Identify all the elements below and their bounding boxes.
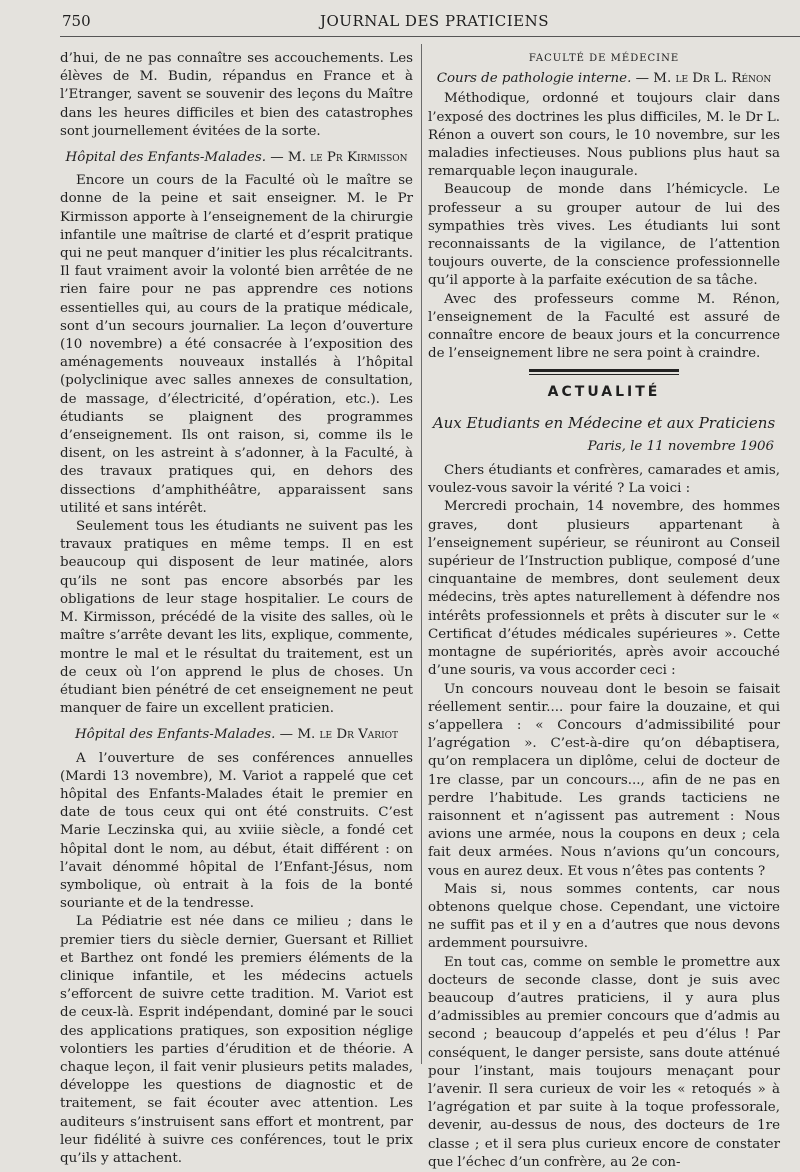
heading-variot [60,726,413,744]
paragraph-actualite-2: Mercredi prochain, 14 novembre, des hommes graves, dont plusieurs appartenant à l’enseignement supérieur, se réuniront au Conseil supérieur de l’Instruction publique, composé d’une cinquantaine de membres, dont seulement deux médecins, très aptes naturellement à défendre nos intérêts professionnels et prêts à discuter sur le « Certificat d’études médicales supérieures ». Cette montagne de supériorités, après avoir accouché d’une souris, va vous accorder ceci : [428,499,780,679]
article-title: Aux Etudiants en Médecine et aux Praticiens [432,413,776,432]
paragraph-budin-end: d’hui, de ne pas connaître ses accouchements. Les élèves de M. Budin, répandus en France et à l’Etranger, savent se souvenir des leçons du Maître dans les heures difficiles et bien des catastrophes sont journellement évitées de la sorte. [60,51,413,139]
left-column [60,50,413,1168]
paragraph-actualite-4: Mais si, nous sommes contents, car nous obtenons quelque chose. Cependant, une victoire ne suffit pas et il y en a d’autres que nous devons ardemment poursuivre. [428,881,780,952]
header-rule [60,36,800,37]
column-divider [421,44,422,1064]
right-column [428,50,780,1172]
paragraph-variot-2: La Pédiatrie est née dans ce milieu ; dans le premier tiers du siècle dernier, Guersant et Rilliet et Barthez ont fondé les premiers éléments de la clinique infantile, et les médecins actuels s’efforcent de suivre cette tradition. M. Variot est de ceux-là. Esprit indépendant, dominé par le souci des applications pratiques, son exposition néglige volontiers les parties d’érudition et de théorie. A chaque leçon, il fait venir plusieurs petits malades, développe les questions de diagnostic et de traitement, se fait écouter avec attention. Les auditeurs s’instruisent sans effort et montrent, par leur fidélité à suivre ces conférences, tout le prix qu’ils y attachent. [60,914,413,1166]
paragraph-actualite-5: En tout cas, comme on semble le promettre aux docteurs de seconde classe, dont je suis avec beaucoup d’autres praticiens, il y aura plus d’admissibles au premier concours que d’admis au second ; beaucoup d’appelés et peu d’élus ! Par conséquent, le danger persiste, sans doute atténué pour l’instant, mais toujours menaçant pour l’avenir. Il sera curieux de voir les « retoqués » à l’agrégation et par suite à la toque professorale, devenir, au-dessus de nous, des docteurs de 1re classe ; et il sera plus curieux encore de constater que l’échec d’un confrère, au 2e con- [428,954,780,1170]
paragraph-renon-3: Avec des professeurs comme M. Rénon, l’enseignement de la Faculté est assuré de connaître encore de beaux jours et la concurrence de l’enseignement libre ne sera point à craindre. [428,291,780,362]
paragraph-actualite-3: Un concours nouveau dont le besoin se faisait réellement sentir.... pour faire la douzaine, et qui s’appellera : « Concours d’admissibilité pour l’agrégation ». C’est-à-dire qu’on débaptisera, qu’on remplacera un diplôme, celui de docteur de 1re classe, par un concours..., afin de ne pas en perdre l’habitude. Les grands tacticiens ne raisonnent et n’agissent pas autrement : Nous avions une armée, nous la coupons en deux ; cela fait deux armées. Nous n’avions qu’un concours, vous en aurez deux. Et vous n’êtes pas contents ? [428,681,780,879]
heading-place: Hôpital des Enfants-Malades. — [65,150,284,166]
section-rule-thick [529,369,679,372]
heading-professor: M. le Dr Variot [293,727,399,743]
paragraph-variot-1: A l’ouverture de ses conférences annuelles (Mardi 13 novembre), M. Variot a rappelé que cet hôpital des Enfants-Malades était le premier en date de tous ceux qui ont été construits. C’est Marie Leczinska qui, au xviiie siècle, a fondé cet hôpital dont le nom, au début, était différent : on l’avait dénommé hôpital de l’Enfant-Jésus, nom symbolique, où entrait à la fois de la bonté souriante et de la tendresse. [60,750,413,912]
paragraph-kirmisson-2: Seulement tous les étudiants ne suivent pas les travaux pratiques en même temps. Il en est beaucoup qui disposent de leur matinée, alors qu’ils ne sont pas encore absorbés par les obligations de leur stage hospitalier. Le cours de M. Kirmisson, précédé de la visite des salles, où le maître s’arrête devant les lits, explique, commente, montre le mal et le résultat du traitement, est un de ceux où l’on apprend le plus de choses. Un étudiant bien pénétré de cet enseignement ne peut manquer de faire un excellent praticien. [60,519,413,717]
course-title: Cours de pathologie interne. — [436,71,650,87]
heading-professor: M. le Pr Kirmisson [283,150,408,166]
page-number: 750 [62,12,91,30]
paragraph-actualite-1: Chers étudiants et confrères, camarades et amis, voulez-vous savoir la vérité ? La voici : [428,463,780,497]
heading-place: Hôpital des Enfants-Malades. — [74,727,294,743]
course-professor: M. le Dr L. Rénon [649,71,772,87]
heading-kirmisson [60,149,413,167]
section-actualite: ACTUALITÉ [547,384,661,401]
section-faculte: FACULTÉ DE MÉDECINE [528,53,680,64]
heading-renon [428,70,780,88]
paragraph-kirmisson-1: Encore un cours de la Faculté où le maître se donne de la peine et sait enseigner. M. le Pr Kirmisson apporte à l’enseignement de la chirurgie infantile une maîtrise de clarté et d’esprit pratique qui ne peut manquer d’initier les plus récalcitrants. Il faut vraiment avoir la volonté bien arrêtée de ne rien faire pour ne pas apprendre ces notions essentielles qui, au cours de la pratique médicale, sont d’un secours journalier. La leçon d’ouverture (10 novembre) a été consacrée à l’exposition des aménagements nouveaux installés à l’hôpital (polyclinique avec salles annexes de consultation, de massage, d’électricité, d’opération, etc.). Les étudiants se plaignent des programmes d’enseignement. Ils ont raison, si, comme ils le disent, on les astreint à s’adonner, à la Faculté, à des travaux pratiques qui, en dehors des dissections d’amphithéâtre, apparaissent sans utilité et sans intérêt. [60,173,413,516]
running-title: JOURNAL DES PRATICIENS [320,12,550,30]
section-rule-thin [529,374,679,375]
dateline: Paris, le 11 novembre 1906 [587,438,774,454]
paragraph-renon-1: Méthodique, ordonné et toujours clair dans l’exposé des doctrines les plus difficiles, M. le Dr L. Rénon a ouvert son cours, le 10 novembre, sur les maladies infectieuses. Nous publions plus haut sa remarquable leçon inaugurale. [428,91,780,180]
paragraph-renon-2: Beaucoup de monde dans l’hémicycle. Le professeur a su grouper autour de lui des sympathies très vives. Les étudiants lui sont reconnaissants de la vigilance, de l’attention toujours ouverte, de la conscience professionnelle qu’il apporte à la parfaite exécution de sa tâche. [428,182,780,289]
